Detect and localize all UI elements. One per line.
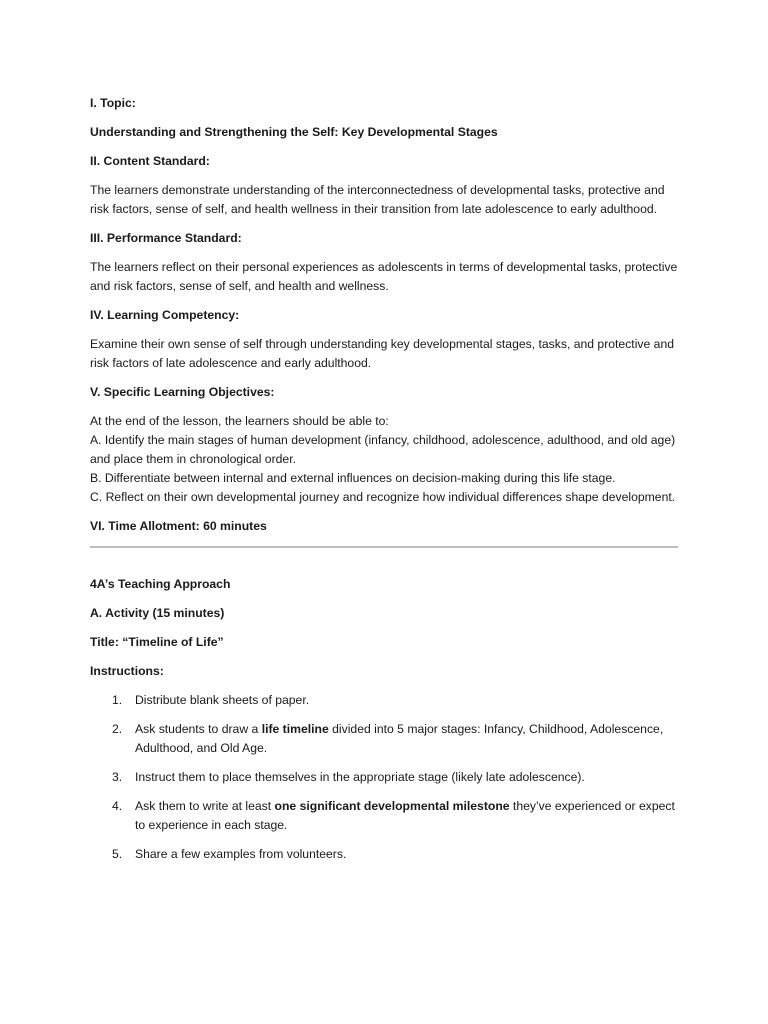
list-item: [90, 768, 680, 787]
list-item-number: 2.: [112, 722, 123, 736]
topic-title: Understanding and Strengthening the Self: Key Developmental Stages: [90, 125, 498, 139]
list-item-number: 3.: [112, 770, 123, 784]
time-allotment: VI. Time Allotment: 60 minutes: [90, 519, 267, 533]
list-item: [90, 720, 680, 758]
list-item-text: Ask students to draw a: [135, 722, 262, 736]
list-item-text: Instruct them to place themselves in the appropriate stage (likely late adolescence).: [135, 770, 585, 784]
objectives-intro: At the end of the lesson, the learners should be able to:: [90, 414, 389, 428]
list-item-emphasis: one significant developmental milestone: [274, 799, 510, 813]
list-item-text: Share a few examples from volunteers.: [135, 847, 347, 861]
list-item-number: 1.: [112, 693, 123, 707]
topic-heading: I. Topic:: [90, 96, 136, 110]
learning-competency-heading: IV. Learning Competency:: [90, 308, 240, 322]
list-item-text: Distribute blank sheets of paper.: [135, 693, 310, 707]
approach-heading: 4A’s Teaching Approach: [90, 577, 231, 591]
objective-a: A. Identify the main stages of human development (infancy, childhood, adolescence, adulthood, and old age) and place them in chronological order.: [90, 433, 676, 466]
activity-title: Title: “Timeline of Life”: [90, 635, 224, 649]
list-item-text-after: divided into 5 major stages: Infancy, Childhood, Adolescence, Adulthood, and Old Age.: [135, 722, 664, 755]
content-standard-text: The learners demonstrate understanding of the interconnectedness of developmental tasks, protective and risk factors, sense of self, and health wellness in their transition from late adolescence to early adulthood.: [90, 183, 665, 216]
list-item-text: Ask them to write at least: [135, 799, 275, 813]
performance-standard-heading: III. Performance Standard:: [90, 231, 242, 245]
performance-standard-text: The learners reflect on their personal experiences as adolescents in terms of developmental tasks, protective and risk factors, sense of self, and health and wellness.: [90, 260, 678, 293]
learning-competency-text: Examine their own sense of self through understanding key developmental stages, tasks, and protective and risk factors of late adolescence and early adulthood.: [90, 337, 674, 370]
instructions-list: [90, 691, 680, 864]
list-item-text-after: they’ve experienced or expect to experience in each stage.: [135, 799, 675, 832]
horizontal-divider: [90, 546, 678, 548]
objective-b: B. Differentiate between internal and external influences on decision-making during this life stage.: [90, 471, 616, 485]
list-item: [90, 845, 680, 864]
list-item: [90, 691, 680, 710]
content-standard-heading: II. Content Standard:: [90, 154, 210, 168]
objectives-heading: V. Specific Learning Objectives:: [90, 385, 275, 399]
list-item-number: 4.: [112, 799, 123, 813]
list-item: [90, 797, 680, 835]
activity-heading: A. Activity (15 minutes): [90, 606, 225, 620]
list-item-number: 5.: [112, 847, 123, 861]
list-item-emphasis: life timeline: [261, 722, 329, 736]
instructions-heading: Instructions:: [90, 664, 164, 678]
lesson-plan-document: [90, 94, 680, 874]
objectives-block: [90, 412, 680, 507]
objective-c: C. Reflect on their own developmental journey and recognize how individual differences shape development.: [90, 490, 676, 504]
